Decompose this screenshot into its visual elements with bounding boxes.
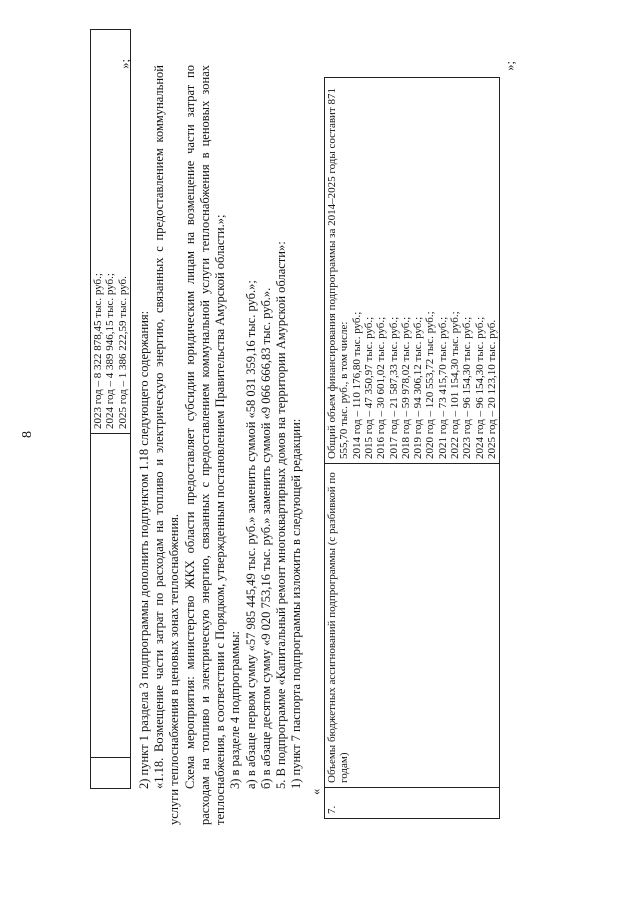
passport-table xyxy=(324,77,500,819)
top-table-wrap xyxy=(90,59,132,825)
closing-quote: »; xyxy=(503,61,518,71)
value-line: 2015 год – 47 350,97 тыс. руб.; xyxy=(362,316,375,459)
value-line: 2023 год – 96 154,30 тыс. руб.; xyxy=(461,316,474,459)
value-line: 2024 год – 96 154,30 тыс. руб.; xyxy=(473,316,486,459)
value-line: 2025 год – 20 123,10 тыс. руб. xyxy=(486,319,498,459)
table-row xyxy=(91,30,131,789)
value-line: 2017 год – 21 587,33 тыс. руб.; xyxy=(387,316,400,459)
paragraph: Схема мероприятия: министерство ЖКХ области предоставляет субсидии юридическим лицам на возмещение части затрат по расходам на топливо и электрическую энергию, связанных с предоставлением коммунальной услуги теплоснабжения в ценовых зонах теплоснабжения, в соответствии с Порядком, утвержденным постановлением Правительства Амурской области.»; xyxy=(182,65,228,825)
value-line: 2018 год – 59 978,02 тыс. руб.; xyxy=(399,316,412,459)
top-table xyxy=(90,29,131,789)
value-line: 2016 год – 30 601,02 тыс. руб.; xyxy=(375,316,388,459)
value-line: 2014 год – 110 176,80 тыс. руб.; xyxy=(350,311,363,459)
bottom-table-wrap xyxy=(324,61,518,825)
paragraph: 2) пункт 1 раздела 3 подпрограммы дополнить подпунктом 1.18 следующего содержания: xyxy=(136,310,151,789)
paragraph: 3) в разделе 4 подпрограммы: xyxy=(228,630,243,789)
row-number-cell: 7. xyxy=(324,788,499,819)
paragraph: 1) пункт 7 паспорта подпрограммы изложить в следующей редакции: xyxy=(289,418,304,789)
table-row xyxy=(324,78,499,819)
closing-quote: »; xyxy=(118,59,132,69)
paragraph: б) в абзаце десятом сумму «9 020 753,16 тыс. руб.» заменить суммой «9 066 666,83 тыс. руб.». xyxy=(258,287,273,789)
paragraph: а) в абзаце первом сумму «57 985 445,49 тыс. руб.» заменить суммой «58 031 359,16 тыс. руб.»; xyxy=(243,280,258,789)
row-value-cell xyxy=(324,78,499,464)
row-number-cell xyxy=(91,758,131,789)
row-label-cell xyxy=(91,434,131,758)
rotated-page-content xyxy=(90,59,620,825)
value-line: Общий объем финансирования подпрограммы за 2014–2025 годы составит 871 555,70 тыс. руб., в том числе: xyxy=(325,88,351,459)
value-line: 2019 год – 94 306,12 тыс. руб.; xyxy=(412,316,425,459)
value-line: 2025 год – 1 386 222,59 тыс. руб. xyxy=(116,276,129,429)
page-number: 8 xyxy=(20,431,35,438)
value-line: 2023 год – 8 322 878,45 тыс. руб.; xyxy=(92,273,104,429)
value-line: 2020 год – 120 553,72 тыс. руб.; xyxy=(424,311,437,459)
value-line: 2021 год – 73 415,70 тыс. руб.; xyxy=(436,316,449,459)
paragraph: «1.18. Возмещение части затрат по расходам на топливо и электрическую энергию, связанных с предоставлением коммунальной услуги теплоснабжения в ценовых зонах теплоснабжения. xyxy=(152,65,182,825)
row-label-cell: Объемы бюджетных ассигнований подпрограммы (с разбивкой по годам) xyxy=(324,464,499,788)
value-line: 2022 год – 101 154,30 тыс. руб.; xyxy=(449,311,462,459)
opening-quote: « xyxy=(308,788,323,795)
paragraph: 5. В подпрограмме «Капитальный ремонт многоквартирных домов на территории Амурской области»: xyxy=(274,241,289,789)
value-line: 2024 год – 4 389 946,15 тыс. руб.; xyxy=(104,273,117,429)
row-value-cell xyxy=(91,30,131,434)
